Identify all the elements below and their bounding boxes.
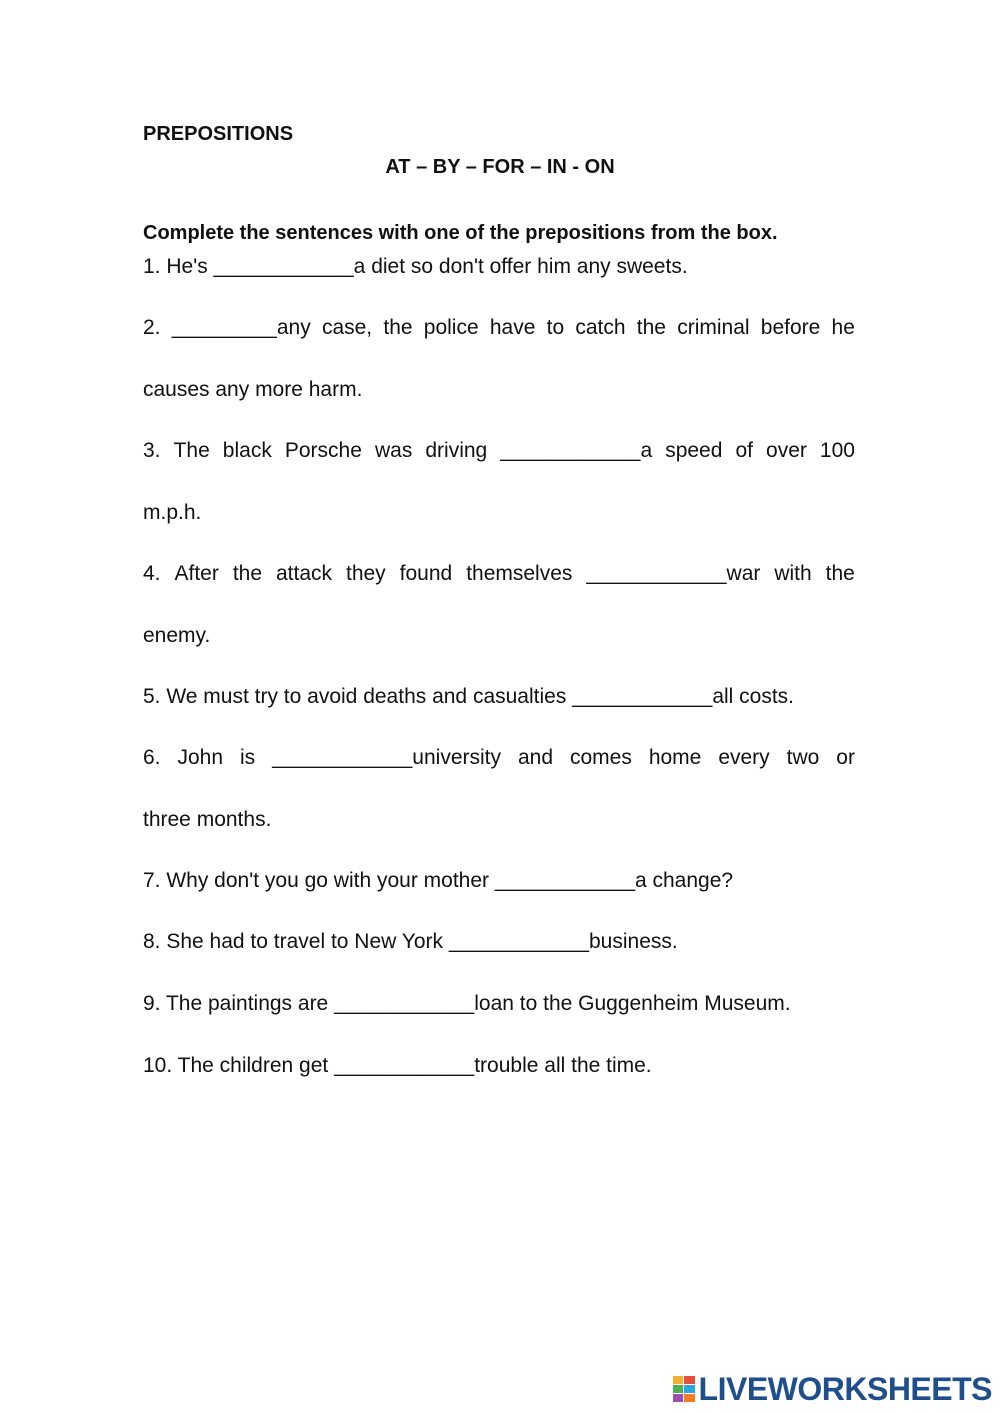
sentence-line: 9. The paintings are ____________loan to the Guggenheim Museum.	[143, 992, 791, 1015]
logo-block	[684, 1385, 695, 1393]
preposition-box: AT – BY – FOR – IN - ON	[385, 156, 615, 178]
sentence-line: 6. John is ____________university and comes home every two or	[143, 746, 855, 769]
logo-block	[684, 1376, 695, 1384]
sentence-line: causes any more harm.	[143, 378, 363, 401]
page-title: PREPOSITIONS	[143, 123, 294, 145]
sentence-line: 7. Why don't you go with your mother ____________a change?	[143, 869, 734, 892]
sentence-line: m.p.h.	[143, 501, 202, 524]
sentence-line: 3. The black Porsche was driving ____________a speed of over 100	[143, 439, 855, 462]
sentence-line: 1. He's ____________a diet so don't offer him any sweets.	[143, 255, 688, 278]
sentence-line: 5. We must try to avoid deaths and casualties ____________all costs.	[143, 685, 795, 708]
sentence-line: 2. _________any case, the police have to catch the criminal before he	[143, 316, 855, 339]
logo-block	[684, 1394, 695, 1402]
sentence-line: enemy.	[143, 624, 211, 647]
logo-block	[673, 1385, 684, 1393]
liveworksheets-logo	[673, 1371, 992, 1407]
sentence-line: 10. The children get ____________trouble all the time.	[143, 1054, 652, 1077]
instruction-text: Complete the sentences with one of the prepositions from the box.	[143, 222, 778, 244]
logo-text: LIVEWORKSHEETS	[698, 1371, 992, 1407]
sentence-line: three months.	[143, 808, 272, 831]
sentence-line: 4. After the attack they found themselves ____________war with the	[143, 562, 855, 585]
sentence-line: 8. She had to travel to New York ____________business.	[143, 930, 678, 953]
logo-block	[673, 1394, 684, 1402]
logo-block	[673, 1376, 684, 1384]
logo-blocks-icon	[673, 1376, 695, 1402]
